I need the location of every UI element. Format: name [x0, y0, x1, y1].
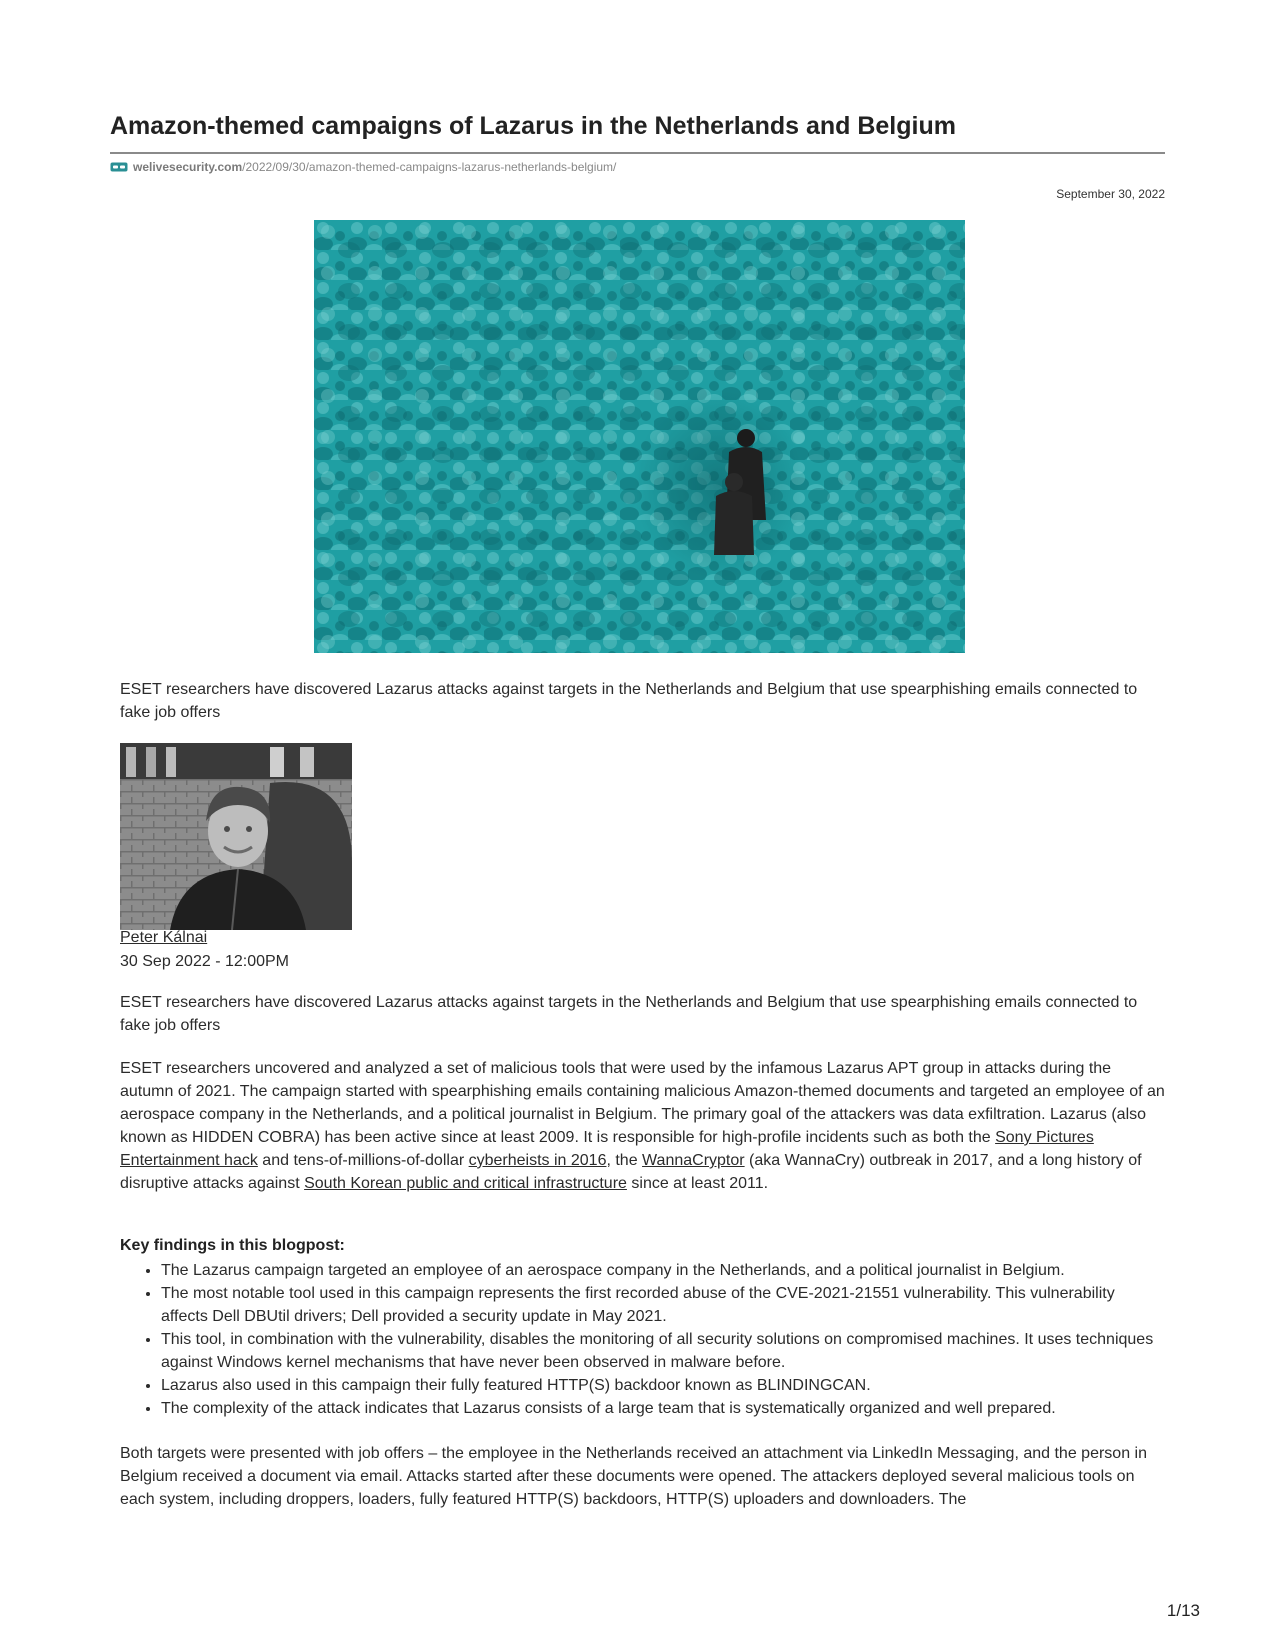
summary-paragraph: ESET researchers have discovered Lazarus attacks against targets in the Netherlands and Belgium that use spearphishing emails connected to fake job offers	[120, 994, 1138, 1034]
page-number: 1/13	[1166, 1601, 1200, 1620]
list-item: • The most notable tool used in this campaign represents the first recorded abuse of the CVE-2021-21551 vulnerability. This vulnerability affects Dell DBUtil drivers; Dell provided a security update in May 2021.	[161, 1282, 1165, 1328]
publish-date: 30 Sep 2022 - 12:00PM	[120, 953, 290, 970]
wannacryptor-link[interactable]: WannaCryptor	[642, 1152, 745, 1169]
link-icon	[110, 162, 128, 172]
list-item: • This tool, in combination with the vulnerability, disables the monitoring of all security solutions on compromised machines. It uses techniques against Windows kernel mechanisms that have never been observed in malware before.	[161, 1328, 1165, 1374]
url-path[interactable]: /2022/09/30/amazon-themed-campaigns-lazarus-netherlands-belgium/	[242, 160, 617, 174]
url-domain[interactable]: welivesecurity.com	[133, 160, 243, 174]
page-title: Amazon-themed campaigns of Lazarus in the Netherlands and Belgium	[110, 112, 956, 140]
intro-paragraph: ESET researchers have discovered Lazarus attacks against targets in the Netherlands and Belgium that use spearphishing emails connected to fake job offers	[120, 681, 1138, 721]
source-url[interactable]	[110, 160, 616, 174]
key-findings-list	[120, 1259, 1165, 1420]
list-item: • Lazarus also used in this campaign their fully featured HTTP(S) backdoor known as BLINDINGCAN.	[161, 1374, 1165, 1397]
cyberheists-link[interactable]: cyberheists in 2016	[468, 1152, 607, 1169]
key-findings-title: Key findings in this blogpost:	[120, 1237, 345, 1254]
body-paragraph-2: Both targets were presented with job offers – the employee in the Netherlands received an attachment via LinkedIn Messaging, and the person in Belgium received a document via email. Attacks started after these documents were opened. The attackers deployed several malicious tools on each system, including droppers, loaders, fully featured HTTP(S) backdoors, HTTP(S) uploaders and downloaders. The	[120, 1445, 1147, 1508]
body-paragraph-1: ESET researchers uncovered and analyzed a set of malicious tools that were used by the infamous Lazarus APT group in attacks during the autumn of 2021. The campaign started with spearphishing emails containing malicious Amazon-themed documents and targeted an employee of an aerospace company in the Netherlands, and a political journalist in Belgium. The primary goal of the attackers was data exfiltration. Lazarus (also known as HIDDEN COBRA) has been active since at least 2009. It is responsible for high-profile incidents such as both the Sony Pictures Entertainment hack and tens-of-millions-of-dollar cyberheists in 2016, the WannaCryptor (aka WannaCry) outbreak in 2017, and a long history of disruptive attacks against South Korean public and critical infrastructure since at least 2011.	[120, 1060, 1165, 1192]
sony-hack-link[interactable]: Sony Pictures Entertainment hack	[120, 1129, 1094, 1169]
author-photo	[120, 743, 352, 930]
article-date: September 30, 2022	[1056, 187, 1165, 201]
list-item: • The complexity of the attack indicates that Lazarus consists of a large team that is systematically organized and well prepared.	[161, 1397, 1165, 1420]
hero-crowd-image	[314, 220, 965, 653]
author-link[interactable]: Peter Kálnai	[120, 929, 208, 946]
south-korean-link[interactable]: South Korean public and critical infrastructure	[304, 1175, 627, 1192]
list-item: • The Lazarus campaign targeted an employee of an aerospace company in the Netherlands, and a political journalist in Belgium.	[161, 1259, 1165, 1282]
title-divider	[110, 152, 1165, 154]
